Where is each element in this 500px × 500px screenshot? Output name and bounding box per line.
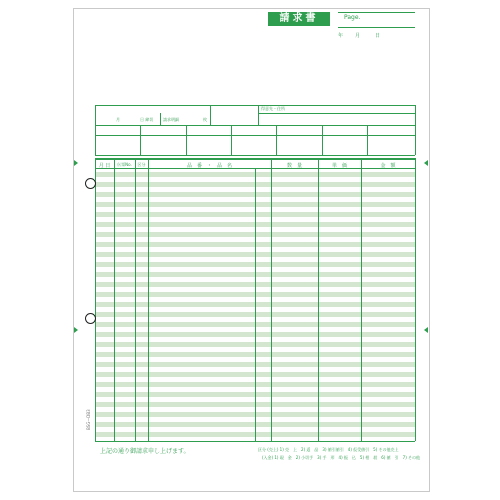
page-box-top-line — [338, 12, 415, 13]
invoice-sheet — [73, 8, 430, 492]
form-code: BSG—DB3 — [86, 409, 91, 430]
document-title: 請求書 — [268, 12, 330, 26]
summary-divider — [367, 125, 368, 155]
date-year-label: 年 — [338, 33, 344, 39]
category-codes-sales: 区分 (売上) 1) 売 上 2) 返 品 3) 値引値引 4) 仮受値引 5) その他売上 — [258, 447, 399, 452]
table-top-border — [95, 158, 415, 160]
sheets-label: 枚 — [203, 117, 207, 122]
billing-detail-label: 請求明細 — [163, 117, 179, 122]
footer-message: 上記の通り御請求申し上げます。 — [100, 448, 190, 455]
header-top-border — [95, 105, 415, 106]
col-header-date: 月 日 — [98, 163, 111, 169]
code-label: 得意先・住所 — [261, 106, 285, 111]
header-divider — [258, 105, 259, 125]
page-label: Page. — [344, 14, 361, 21]
col-header-quantity: 数 量 — [286, 163, 302, 169]
table-column-line — [361, 158, 362, 441]
closing-day-label: 日 締切 — [140, 117, 154, 122]
margin-marker — [74, 160, 78, 166]
summary-divider — [276, 125, 277, 155]
table-left-border — [95, 158, 96, 441]
header-bottom-border — [95, 155, 415, 156]
category-codes-payment: (入金) 1) 現 金 2) 小切手 3) 手 形 4) 振 込 5) 相 殺 6) 値 引 7) その他 — [262, 455, 421, 460]
summary-divider — [322, 125, 323, 155]
col-header-unit-price: 単 価 — [331, 163, 347, 169]
date-month-label: 月 — [355, 33, 361, 39]
table-column-line — [135, 158, 136, 441]
month-label: 月 — [116, 117, 120, 122]
header-divider — [160, 113, 161, 125]
table-column-line — [148, 158, 149, 441]
table-column-line — [318, 158, 319, 441]
table-bottom-border — [95, 441, 415, 442]
col-header-amount: 金 額 — [380, 163, 396, 169]
margin-marker — [74, 327, 78, 333]
page-box-bottom-line — [338, 27, 415, 28]
summary-divider — [231, 125, 232, 155]
header-left-border — [95, 105, 96, 155]
margin-marker — [424, 160, 428, 166]
binding-hole — [85, 178, 96, 189]
code-row-divider — [258, 113, 415, 114]
col-header-slip-no: 伝票No. — [117, 162, 132, 167]
header-right-border — [415, 105, 416, 155]
margin-marker — [424, 327, 428, 333]
header-divider — [210, 105, 211, 125]
binding-hole — [85, 313, 96, 324]
col-header-category: 区分 — [137, 162, 146, 167]
table-column-line — [114, 158, 115, 441]
summary-divider — [186, 125, 187, 155]
table-column-line — [271, 158, 272, 441]
table-right-border — [415, 158, 416, 441]
summary-divider — [140, 125, 141, 155]
table-column-line — [255, 168, 256, 441]
date-day-label: 日 — [375, 33, 381, 39]
col-header-item-name: 品 番 ・ 品 名 — [186, 163, 232, 169]
